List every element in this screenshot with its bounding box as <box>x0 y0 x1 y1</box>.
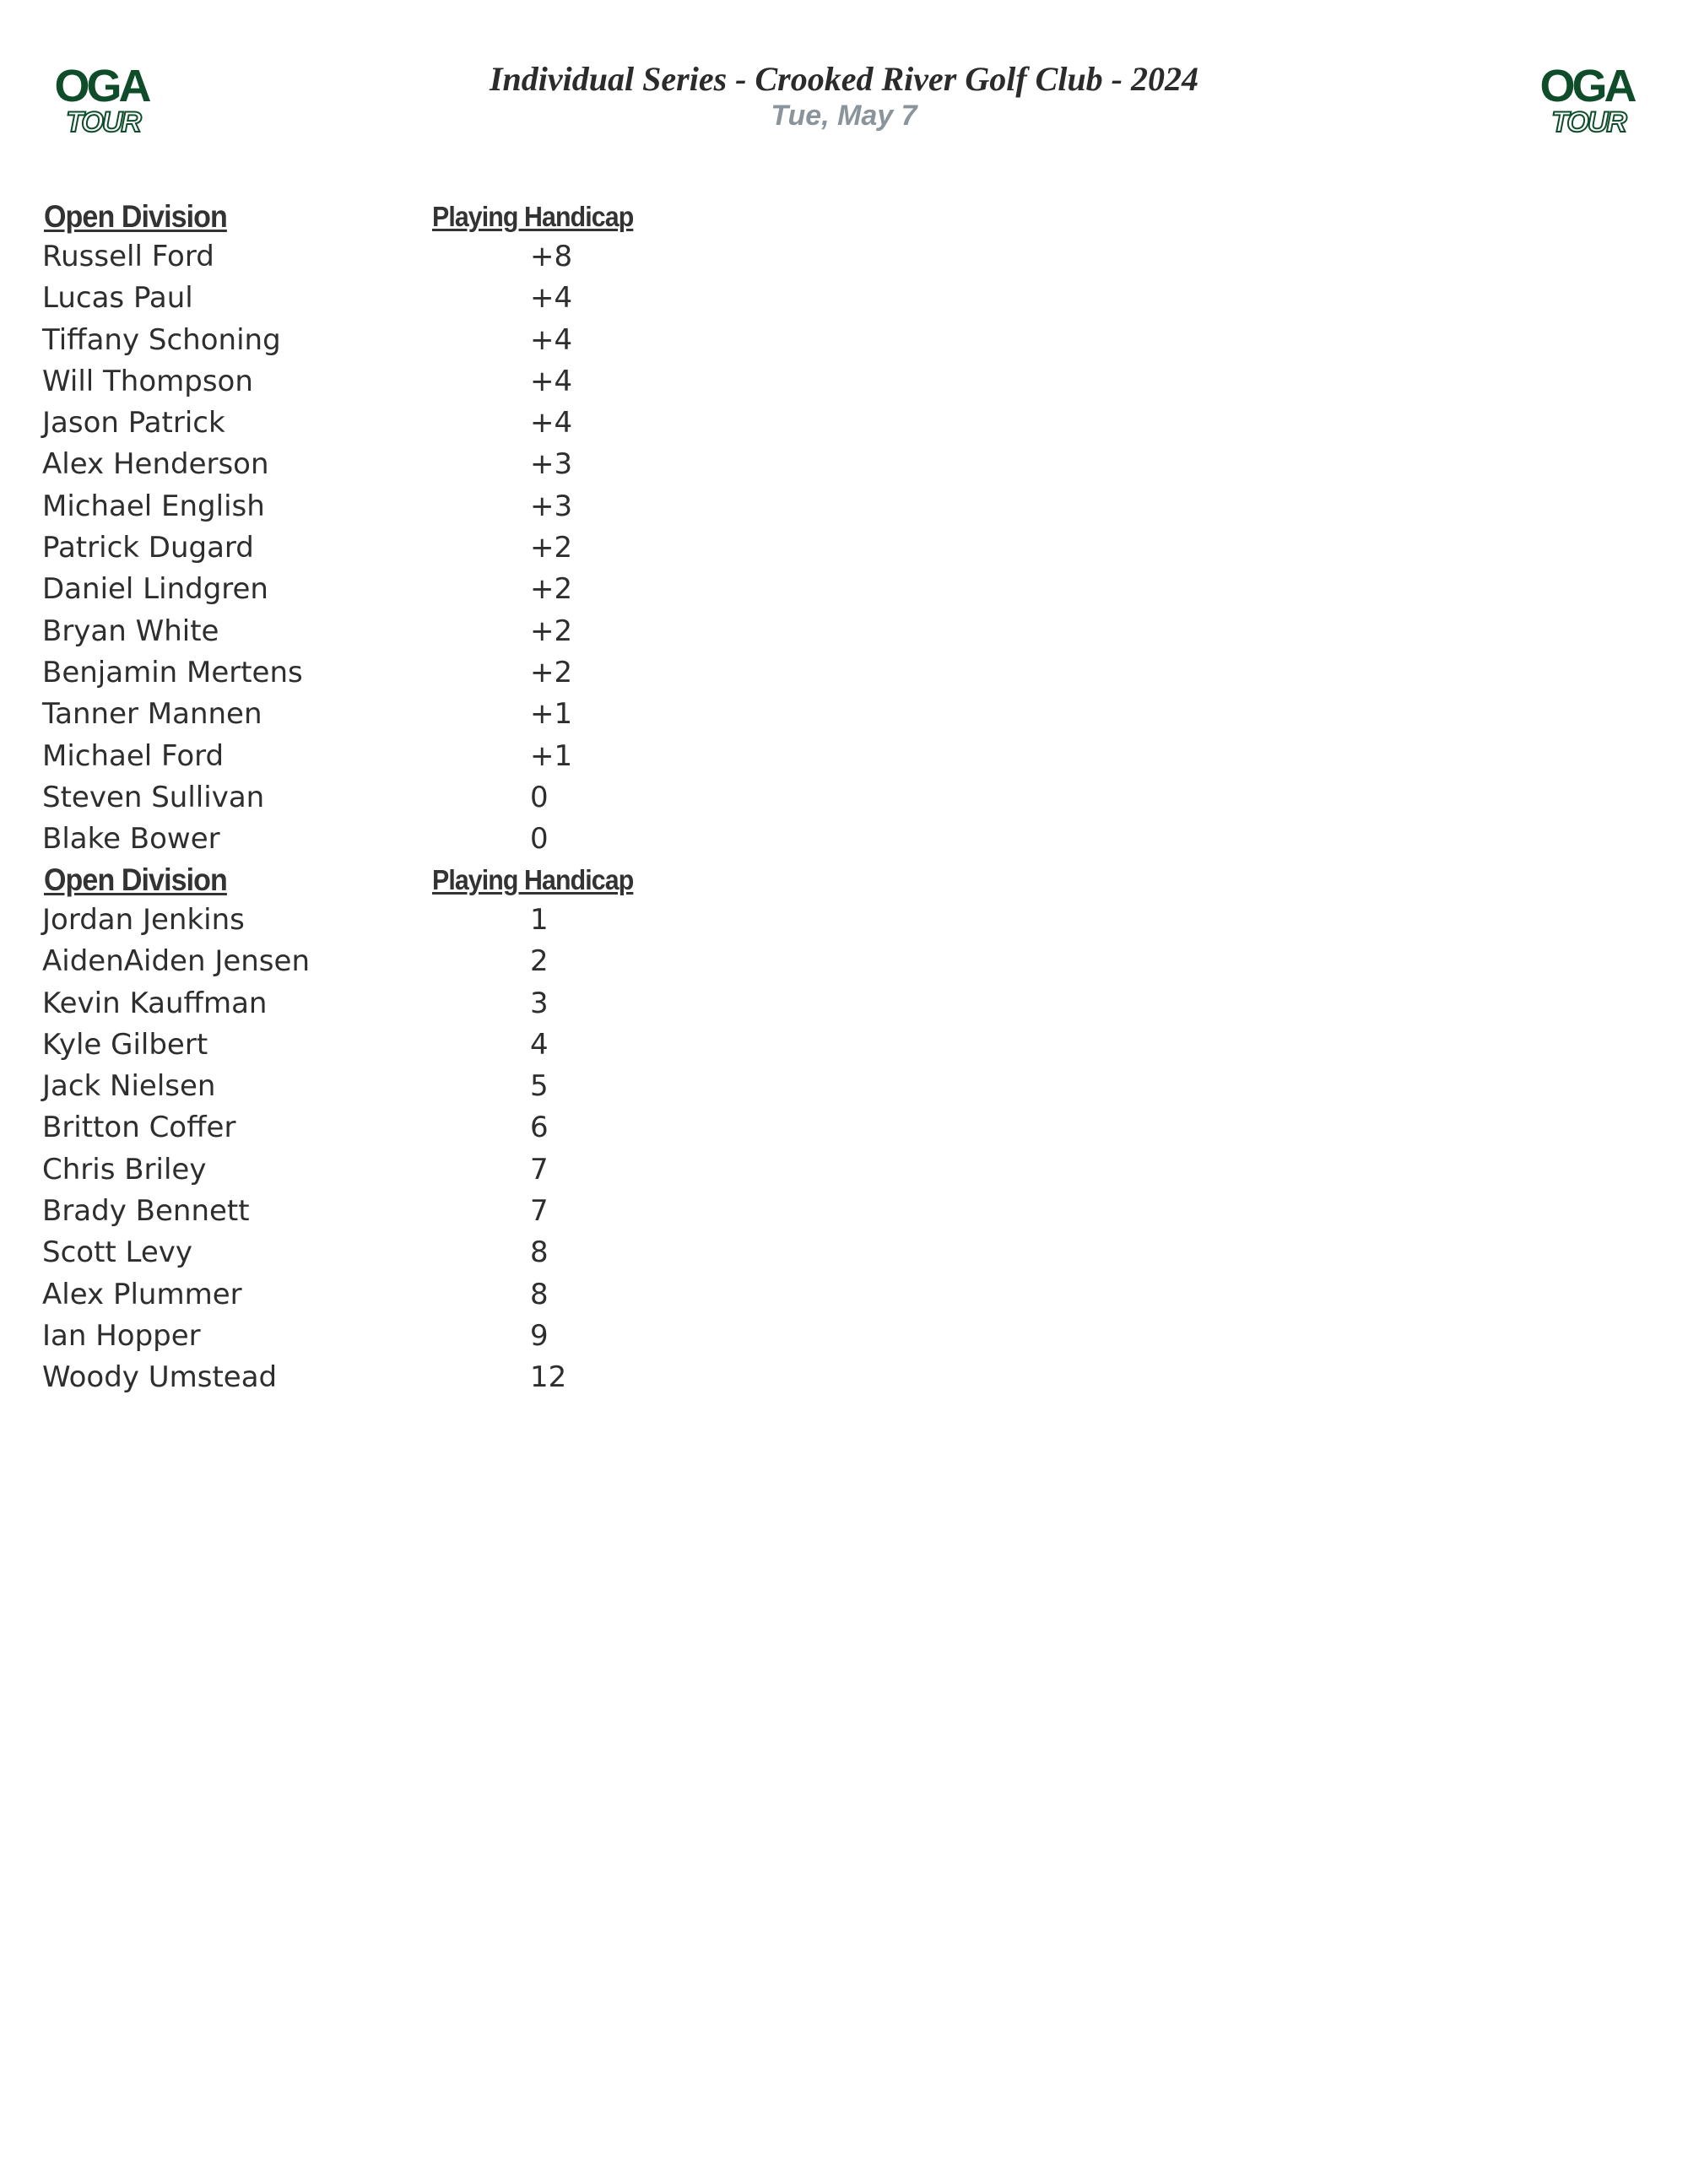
player-handicap: +1 <box>530 697 573 732</box>
player-handicap: +4 <box>530 406 573 441</box>
player-handicap: +2 <box>530 614 573 648</box>
player-row <box>42 1317 684 1359</box>
player-row <box>42 1026 684 1068</box>
svg-text:OGA: OGA <box>1539 61 1634 111</box>
player-handicap: +2 <box>530 655 573 689</box>
player-handicap: +8 <box>530 240 573 273</box>
player-row <box>42 779 684 820</box>
player-row <box>42 363 684 404</box>
player-name: Bryan White <box>42 614 219 648</box>
player-handicap: 0 <box>530 822 549 857</box>
player-name: Benjamin Mertens <box>42 655 303 689</box>
player-name: Brady Bennett <box>42 1194 250 1229</box>
player-row <box>42 1068 684 1109</box>
player-handicap: 8 <box>530 1235 549 1270</box>
handicap-column-header: Playing Handicap <box>432 864 634 895</box>
section-header <box>42 199 684 238</box>
player-name: Will Thompson <box>42 364 253 398</box>
player-handicap: 8 <box>530 1277 549 1311</box>
player-name: Michael English <box>42 489 265 523</box>
svg-text:TOUR: TOUR <box>1551 106 1626 137</box>
player-name: Steven Sullivan <box>42 780 265 814</box>
page-title: Individual Series - Crooked River Golf Club - 2024 <box>489 60 1199 98</box>
division-section-2 <box>42 862 684 1401</box>
player-handicap: 9 <box>530 1318 549 1353</box>
player-name: AidenAiden Jensen <box>42 944 310 979</box>
player-handicap: +2 <box>530 572 573 607</box>
player-row <box>42 404 684 446</box>
player-list <box>42 238 684 862</box>
player-handicap: +4 <box>530 281 573 316</box>
player-handicap: 3 <box>530 986 549 1020</box>
handicap-column-header: Playing Handicap <box>432 201 634 232</box>
player-row <box>42 943 684 984</box>
player-row <box>42 446 684 487</box>
player-handicap: +1 <box>530 738 573 773</box>
player-name: Jack Nielsen <box>42 1069 216 1104</box>
player-handicap: +3 <box>530 447 573 482</box>
svg-text:TOUR: TOUR <box>66 106 140 137</box>
player-name: Michael Ford <box>42 738 225 773</box>
player-name: Blake Bower <box>42 822 220 857</box>
player-handicap: 1 <box>530 903 549 937</box>
player-name: Kevin Kauffman <box>42 986 268 1020</box>
player-row <box>42 488 684 529</box>
player-handicap: 4 <box>530 1027 549 1062</box>
player-name: Tiffany Schoning <box>42 322 281 357</box>
player-name: Woody Umstead <box>42 1360 278 1395</box>
player-name: Jordan Jenkins <box>42 903 245 937</box>
player-name: Alex Henderson <box>42 447 269 482</box>
division-label: Open Division <box>44 862 227 897</box>
player-row <box>42 820 684 862</box>
event-date: Tue, May 7 <box>771 100 917 132</box>
player-handicap: +4 <box>530 322 573 357</box>
player-name: Kyle Gilbert <box>42 1027 208 1062</box>
player-row <box>42 985 684 1026</box>
player-row <box>42 901 684 943</box>
section-header <box>42 862 684 901</box>
player-row <box>42 654 684 695</box>
player-handicap: +4 <box>530 364 573 398</box>
player-name: Ian Hopper <box>42 1318 201 1353</box>
player-row <box>42 738 684 779</box>
player-row <box>42 1276 684 1317</box>
player-row <box>42 1192 684 1234</box>
player-list <box>42 901 684 1401</box>
player-row <box>42 1109 684 1150</box>
player-handicap: 12 <box>530 1360 567 1395</box>
player-name: Chris Briley <box>42 1152 207 1187</box>
player-row <box>42 238 684 279</box>
player-name: Daniel Lindgren <box>42 572 268 607</box>
player-name: Lucas Paul <box>42 281 193 316</box>
player-name: Alex Plummer <box>42 1277 242 1311</box>
player-handicap: 7 <box>530 1152 549 1187</box>
division-label: Open Division <box>44 199 227 234</box>
player-name: Patrick Dugard <box>42 531 254 565</box>
player-handicap: 2 <box>530 944 549 979</box>
player-row <box>42 613 684 654</box>
player-handicap: 0 <box>530 780 549 814</box>
player-handicap: +3 <box>530 489 573 523</box>
player-name: Scott Levy <box>42 1235 193 1270</box>
player-name: Jason Patrick <box>42 406 225 441</box>
player-row <box>42 322 684 363</box>
player-row <box>42 570 684 612</box>
player-name: Russell Ford <box>42 240 214 273</box>
player-row <box>42 1359 684 1400</box>
player-handicap: 6 <box>530 1111 549 1145</box>
player-name: Britton Coffer <box>42 1111 236 1145</box>
division-section-1 <box>42 199 684 862</box>
player-handicap: 7 <box>530 1194 549 1229</box>
page-header <box>0 57 1688 133</box>
player-name: Tanner Mannen <box>42 697 262 732</box>
player-row <box>42 279 684 321</box>
player-row <box>42 529 684 570</box>
svg-text:OGA: OGA <box>54 61 149 111</box>
player-row <box>42 695 684 737</box>
player-row <box>42 1151 684 1192</box>
player-handicap: +2 <box>530 531 573 565</box>
player-handicap: 5 <box>530 1069 549 1104</box>
player-row <box>42 1234 684 1275</box>
